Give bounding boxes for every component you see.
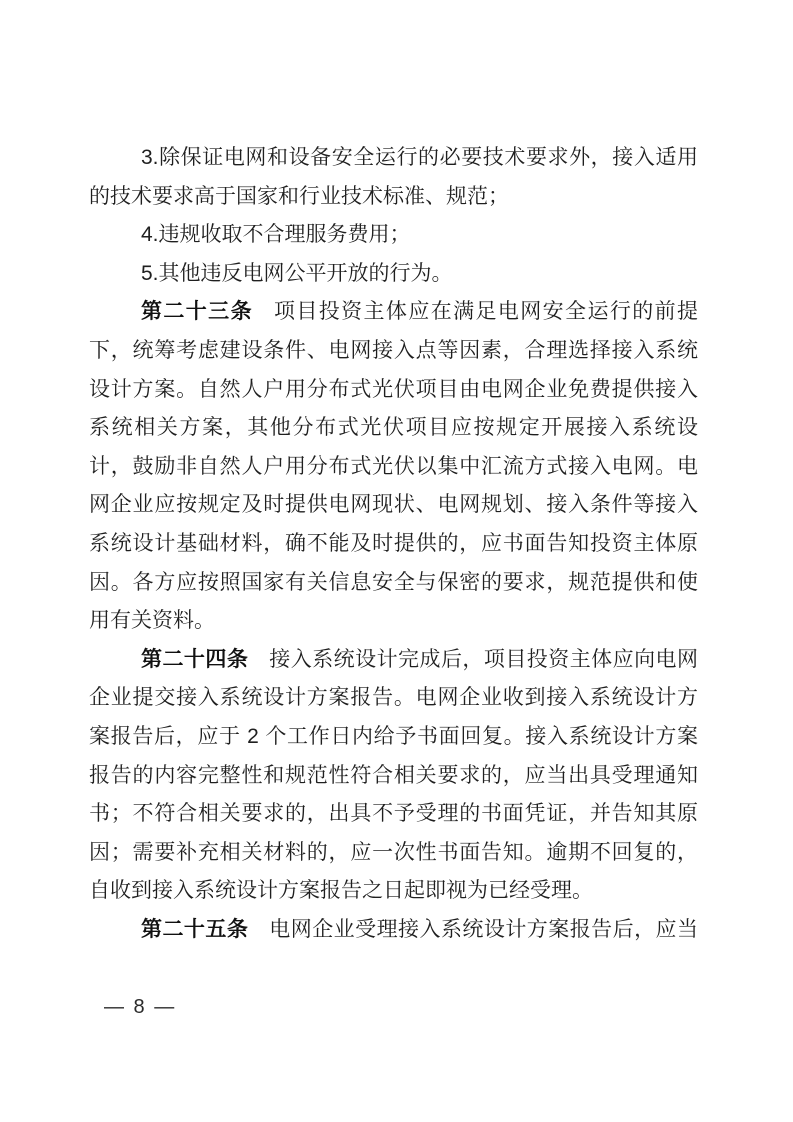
text-line: 因；需要补充相关材料的，应一次性书面告知。逾期不回复的，	[89, 840, 698, 864]
text-line: 因。各方应按照国家有关信息安全与保密的要求，规范提供和使	[89, 570, 698, 594]
document-body	[89, 139, 698, 949]
article-number: 第二十五条	[141, 917, 249, 941]
article-text: 接入系统设计完成后，项目投资主体应向电网	[269, 647, 699, 671]
article-text: 电网企业受理接入系统设计方案报告后，应当	[269, 917, 699, 941]
article-number: 第二十三条	[141, 300, 253, 324]
article-number: 第二十四条	[141, 647, 249, 671]
text-line: 系统设计基础材料，确不能及时提供的，应书面告知投资主体原	[89, 531, 698, 555]
text-line: 设计方案。自然人户用分布式光伏项目由电网企业免费提供接入	[89, 377, 698, 401]
article-text: 项目投资主体应在满足电网安全运行的前提	[273, 300, 699, 324]
text-line: 用有关资料。	[89, 609, 215, 633]
text-line: 企业提交接入系统设计方案报告。电网企业收到接入系统设计方	[89, 686, 698, 710]
text-line: 计，鼓励非自然人户用分布式光伏以集中汇流方式接入电网。电	[89, 454, 698, 478]
text-line: 网企业应按规定及时提供电网现状、电网规划、接入条件等接入	[89, 493, 698, 517]
text-line: 4.违规收取不合理服务费用；	[141, 223, 411, 247]
text-line: 3.除保证电网和设备安全运行的必要技术要求外，接入适用	[141, 146, 698, 169]
text-line: 自收到接入系统设计方案报告之日起即视为已经受理。	[89, 879, 593, 903]
text-line: 书；不符合相关要求的，出具不予受理的书面凭证，并告知其原	[89, 802, 698, 826]
article-line	[89, 911, 698, 950]
text-line: 系统相关方案，其他分布式光伏项目应按规定开展接入系统设	[89, 416, 698, 440]
article-line	[89, 293, 698, 332]
article-line	[89, 641, 698, 680]
text-line: 下，统筹考虑建设条件、电网接入点等因素，合理选择接入系统	[89, 338, 698, 362]
page-number: — 8 —	[104, 996, 177, 1018]
text-line: 5.其他违反电网公平开放的行为。	[141, 261, 453, 285]
text-line: 报告的内容完整性和规范性符合相关要求的，应当出具受理通知	[89, 763, 698, 787]
text-line: 的技术要求高于国家和行业技术标准、规范；	[89, 184, 509, 208]
text-line: 案报告后，应于 2 个工作日内给予书面回复。接入系统设计方案	[89, 724, 698, 748]
